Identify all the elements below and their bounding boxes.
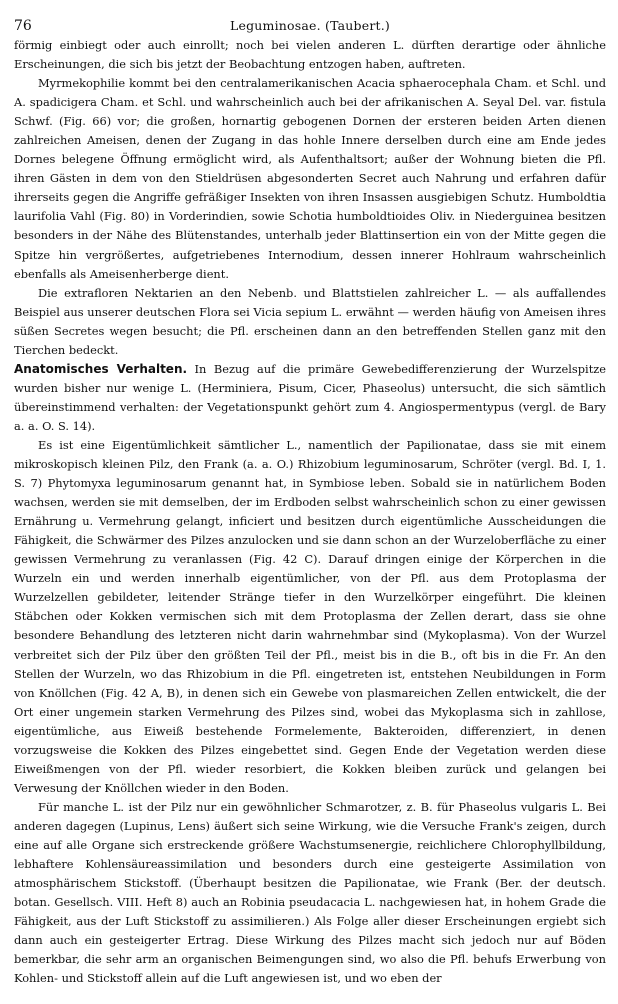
paragraph-text: Es ist eine Eigentümlichkeit sämtlicher L., namentlich der Papilionatae, dass sie mit einem mikroskopisch kleinen Pilz, den Frank (a. a. O.) Rhizobium leguminosarum, Schröter (vergl. Bd. I, 1. S. 7) Phytomyxa leguminosarum genannt hat, in Symbiose leben. Sobald sie in natürlichem Boden wachsen, werden sie mit demselben, der im Erdboden selbst wahrscheinlich schon zu einer gewissen Ernährung u. Vermehrung gelangt, inficiert und besitzen durch eigentümliche Ausscheidungen die Fähigkeit, die Schwärmer des Pilzes anzulocken und sie dann schon an der Wurzeloberfläche zu einer gewissen Vermehrung zu veranlassen (Fig. 42 C). Darauf dringen einige der Körperchen in die Wurzeln ein und werden innerhalb eigentümlicher, von der Pfl. aus dem Protoplasma der Wurzelzellen gebildeter, leitender Stränge tiefer in den Wurzelkörper eingeführt. Die kleinen Stäbchen oder Kokken vermischen sich mit dem Protoplasma der Zellen derart, dass sie ohne besondere Behandlung des letzteren nicht darin wahrnehmbar sind (Mykoplasma). Von der Wurzel verbreitet sich der Pilz über den größten Teil der Pfl., meist bis in die B., oft bis in die Fr. An den Stellen der Wurzeln, wo das Rhizobium in die Pfl. eingetreten ist, entstehen Neubildungen in Form von Knöllchen (Fig. 42 A, B), in denen sich ein Gewebe von plasmareichen Zellen entwickelt, die der Ort einer ungemein starken Vermehrung des Pilzes sind, wobei das Mykoplasma sich in zahllose, eigentümliche, aus Eiweiß bestehende Formelemente, Bakteroiden, differenziert, in denen vorzugsweise die Kokken des Pilzes eingebettet sind. Gegen Ende der Vegetation werden diese Eiweißmengen von der Pfl. wieder resorbiert, die Kokken bleiben zurück und gelangen bei Verwesung der Knöllchen wieder in den Boden. <box>14 437 606 795</box>
paragraph-pilz-wirkung <box>14 798 606 988</box>
paragraph-text: Die extrafloren Nektarien an den Nebenb. und Blattstielen zahlreicher L. — als auffallendes Beispiel aus unserer deutschen Flora sei Vicia sepium L. erwähnt — werden häufig von Ameisen ihres süßen Secretes wegen besucht; die Pfl. erscheinen dann an den betreffenden Stellen ganz mit den Tierchen bedeckt. <box>14 285 606 357</box>
paragraph-text: förmig einbiegt oder auch einrollt; noch bei vielen anderen L. dürften derartige oder ähnliche Erscheinungen, die sich bis jetzt der Beobachtung entzogen haben, auftreten. <box>14 38 606 72</box>
paragraph-text: In Bezug auf die primäre Gewebedifferenzierung der Wurzelspitze wurden bisher nur wenige L. (Herminiera, Pisum, Cicer, Phaseolus) untersucht, die sich sämtlich übereinstimmend verhalten: der Vegetationspunkt gehört zum 4. Angiospermentypus (vergl. de Bary a. a. O. S. 14). <box>14 361 607 433</box>
paragraph-nektarien <box>14 284 606 360</box>
page-number: 76 <box>14 18 32 34</box>
paragraph-text: Für manche L. ist der Pilz nur ein gewöhnlicher Schmarotzer, z. B. für Phaseolus vulgaris L. Bei anderen dagegen (Lupinus, Lens) äußert sich seine Wirkung, wie die Versuche Frank's zeigen, durch eine auf alle Organe sich erstreckende größere Wachstumsenergie, reichlichere Chlorophyllbildung, lebhaftere Kohlensäureassimilation und besonders durch eine gesteigerte Assimilation von atmosphärischem Stickstoff. (Überhaupt besitzen die Papilionatae, wie Frank (Ber. der deutsch. botan. Gesellsch. VIII. Heft 8) auch an Robinia pseudacacia L. nachgewiesen hat, in hohem Grade die Fähigkeit, aus der Luft Stickstoff zu assimilieren.) Als Folge aller dieser Erscheinungen ergiebt sich dann auch ein gesteigerter Ertrag. Diese Wirkung des Pilzes macht sich jedoch nur auf Böden bemerkbar, die sehr arm an organischen Beimengungen sind, wo also die Pfl. behufs Erwerbung von Kohlen- und Stickstoff allein auf die Luft angewiesen ist, und wo eben der <box>14 799 606 986</box>
paragraph-symbiose <box>14 436 606 798</box>
running-head: Leguminosae. (Taubert.) <box>230 18 390 33</box>
paragraph-myrmekophilie <box>14 74 606 284</box>
page-header <box>14 16 606 36</box>
paragraph-anatomisches-verhalten <box>14 360 606 436</box>
section-heading: Anatomisches Verhalten. <box>14 361 188 376</box>
paragraph-continuation <box>14 36 606 74</box>
paragraph-text: Myrmekophilie kommt bei den centralamerikanischen Acacia sphaerocephala Cham. et Schl. und A. spadicigera Cham. et Schl. und wahrscheinlich auch bei der afrikanischen A. Seyal Del. var. fistula Schwf. (Fig. 66) vor; die großen, hornartig gebogenen Dornen der ersteren beiden Arten dienen zahlreichen Ameisen, denen der Zugang in das hohle Innere derselben durch eine am Ende jedes Dornes belegene Öffnung ermöglicht wird, als Aufenthaltsort; außer der Wohnung bieten die Pfl. ihren Gästen in dem von den Stieldrüsen abgesonderten Secret auch Nahrung und erfahren dafür ihrerseits gegen die Angriffe gefräßiger Insekten von ihren Insassen ausgiebigen Schutz. Humboldtia laurifolia Vahl (Fig. 80) in Vorderindien, sowie Schotia humboldtioides Oliv. in Niederguinea besitzen besonders in der Nähe des Blütenstandes, unterhalb jeder Blattinsertion ein von der Mitte gegen die Spitze hin vergrößertes, aufgetriebenes Internodium, dessen innerer Hohlraum wahrscheinlich ebenfalls als Ameisenherberge dient. <box>14 76 606 281</box>
